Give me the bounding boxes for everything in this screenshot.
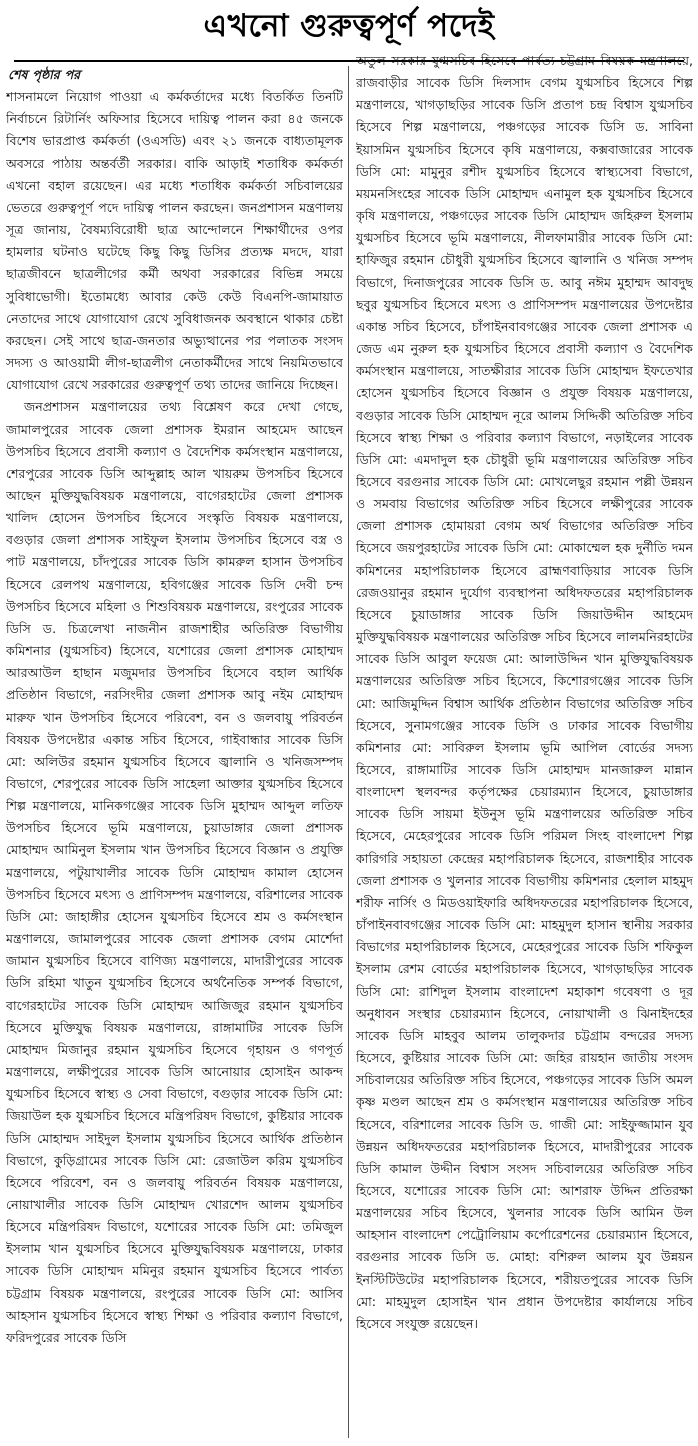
article-paragraph: অতুল সরকার যুগ্মসচিব হিসেবে পার্বত্য চট্টগ্রাম বিষয়ক মন্ত্রণালয়ে, রাজবাড়ীর সাবেক ডিসি দিলসাদ বেগম যুগ্মসচিব হিসেবে শিল্প মন্ত্রণালয়ে, খাগড়াছড়ির সাবেক ডিসি প্রতাপ চন্দ্র বিশ্বাস যুগ্মসচিব হিসেবে শিল্প মন্ত্রণালয়ে, পঞ্চগড়ের সাবেক ডিসি ড. সাবিনা ইয়াসমিন যুগ্মসচিব হিসেবে কৃষি মন্ত্রণালয়ে, কক্সবাজারের সাবেক ডিসি মো: মামুনুর রশীদ যুগ্মসচিব হিসেবে স্বাস্থ্যসেবা বিভাগে, ময়মনসিংহের সাবেক ডিসি মোহাম্মদ এনামুল হক যুগ্মসচিব হিসেবে কৃষি মন্ত্রণালয়ে, পঞ্চগড়ের সাবেক ডিসি মোহাম্মদ জহিরুল ইসলাম যুগ্মসচিব হিসেবে ভূমি মন্ত্রণালয়ে, নীলফামারীর সাবেক ডিসি মো: হাফিজুর রহমান চৌধুরী যুগ্মসচিব হিসেবে জ্বালানি ও খনিজ সম্পদ বিভাগে, দিনাজপুরের সাবেক ডিসি ড. আবু নঈম মুহাম্মদ আবদুছ ছবুর যুগ্মসচিব হিসেবে মৎস্য ও প্রাণিসম্পদ মন্ত্রণালয়ের উপদেষ্টার একান্ত সচিব হিসেবে, চাঁপাইনবাবগঞ্জের সাবেক জেলা প্রশাসক এ জেড এম নুরুল হক যুগ্মসচিব হিসেবে প্রবাসী কল্যাণ ও বৈদেশিক কর্মসংস্থান মন্ত্রণালয়ে, সাতক্ষীরার সাবেক ডিসি মোহাম্মদ ইফতেখার হোসেন যুগ্মসচিব হিসেবে বিজ্ঞান ও প্রযুক্ত বিষয়ক মন্ত্রণালয়ে, বগুড়ার সাবেক ডিসি মোহাম্মদ নূরে আলম সিদ্দিকী অতিরিক্ত সচিব হিসেবে স্বাস্থ্য শিক্ষা ও পরিবার কল্যাণ বিভাগে, নড়াইলের সাবেক ডিসি মো: এমদাদুল হক চৌধুরী ভূমি মন্ত্রণালয়ের অতিরিক্ত সচিব হিসেবে বরগুনার সাবেক ডিসি মো: মোখলেছুর রহমান পল্লী উন্নয়ন ও সমবায় বিভাগের অতিরিক্ত সচিব হিসেবে লক্ষীপুরের সাবেক জেলা প্রশাসক হোমায়রা বেগম অর্থ বিভাগের অতিরিক্ত সচিব হিসেবে জয়পুরহাটের সাবেক ডিসি মো: মোকাম্মেল হক দুর্নীতি দমন কমিশনের মহাপরিচালক হিসেবে ব্রাহ্মণবাড়িয়ার সাবেক ডিসি রেজওয়ানুর রহমান দুর্যোগ ব্যবস্থাপনা অধিদফতরের মহাপরিচালক হিসেবে চুয়াডাঙ্গার সাবেক ডিসি জিয়াউদ্দীন আহমেদ মুক্তিযুদ্ধবিষয়ক মন্ত্রণালয়ের অতিরিক্ত সচিব হিসেবে লালমনিরহাটের সাবেক ডিসি আবুল ফয়েজ মো: আলাউদ্দিন খান মুক্তিযুদ্ধবিষয়ক মন্ত্রণালয়ের অতিরিক্ত সচিব হিসেবে, কিশোরগঞ্জের সাবেক ডিসি মো: আজিমুদ্দিন বিশ্বাস আর্থিক প্রতিষ্ঠান বিভাগের অতিরিক্ত সচিব হিসেবে, সুনামগঞ্জের সাবেক ডিসি ও ঢাকার সাবেক বিভাগীয় কমিশনার মো: সাবিরুল ইসলাম ভূমি আপিল বোর্ডের সদস্য হিসেবে, রাঙ্গামাটির সাবেক ডিসি মোহাম্মদ মানজারুল মান্নান বাংলাদেশ স্থলবন্দর কর্তৃপক্ষের চেয়ারম্যান হিসেবে, চুয়াডাঙ্গার সাবেক ডিসি সায়মা ইউনুস ভূমি মন্ত্রণালয়ের অতিরিক্ত সচিব হিসেবে, মেহেরপুরের সাবেক ডিসি পরিমল সিংহ বাংলাদেশ শিল্প কারিগরি সহায়তা কেন্দ্রের মহাপরিচালক হিসেবে, রাজশাহীর সাবেক জেলা প্রশাসক ও খুলনার সাবেক বিভাগীয় কমিশনার হেলাল মাহমুদ শরীফ নার্সিং ও মিডওয়াইফারি অধিদফতরের মহাপরিচালক হিসেবে, চাঁপাইনবাবগঞ্জের সাবেক ডিসি মো: মাহমুদুল হাসান স্থানীয় সরকার বিভাগের মহাপরিচালক হিসেবে, মেহেরপুরের সাবেক ডিসি শফিকুল ইসলাম রেশম বোর্ডের মহাপরিচালক হিসেবে, খাগড়াছড়ির সাবেক ডিসি মো: রাশিদুল ইসলাম বাংলাদেশ মহাকাশ গবেষণা ও দূর অনুধাবন সংস্থার চেয়ারম্যান হিসেবে, নোয়াখালী ও ঝিনাইদহের সাবেক ডিসি মাহবুব আলম তালুকদার চট্টগ্রাম বন্দরের সদস্য হিসেবে, কুষ্টিয়ার সাবেক ডিসি মো: জহির রায়হান জাতীয় সংসদ সচিবালয়ের অতিরিক্ত সচিব হিসেবে, পঞ্চগড়ের সাবেক ডিসি অমল কৃষ্ণ মণ্ডল আছেন শ্রম ও কর্মসংস্থান মন্ত্রণালয়ের অতিরিক্ত সচিব হিসেবে, বরিশালের সাবেক ডিসি ড. গাজী মো: সাইফুজ্জামান যুব উন্নয়ন অধিদফতরের মহাপরিচালক হিসেবে, মাদারীপুরের সাবেক ডিসি কামাল উদ্দীন বিশ্বাস সংসদ সচিবালয়ের অতিরিক্ত সচিব হিসেবে, যশোরের সাবেক ডিসি মো: আশরাফ উদ্দিন প্রতিরক্ষা মন্ত্রণালয়ের সচিব হিসেবে, খুলনার সাবেক ডিসি আমিন উল আহসান বাংলাদেশ পেট্রোলিয়াম কর্পোরেশনের চেয়ারম্যান হিসেবে, বরগুনার সাবেক ডিসি ড. মোহা: বশিরুল আলম যুব উন্নয়ন ইনস্টিটিউটের মহাপরিচালক হিসেবে, শরীয়তপুরের সাবেক ডিসি মো: মাহমুদুল হোসাইন খান প্রধান উপদেষ্টার কার্যালয়ে সচিব হিসেবে সংযুক্ত রয়েছেন। <box>356 53 693 1331</box>
column-divider <box>348 66 349 1438</box>
article-column-left <box>6 64 343 1440</box>
headline: এখনো গুরুত্বপূর্ণ পদেই <box>203 8 495 44</box>
article-paragraph: শাসনামলে নিয়োগ পাওয়া এ কর্মকর্তাদের মধ্যে বিতর্কিত তিনটি নির্বাচনে রিটার্নিং অফিসার হিসেবে দায়িত্ব পালন করা ৪৫ জনকে বিশেষ ভারপ্রাপ্ত কর্মকর্তা (ওএসডি) এবং ২১ জনকে বাধ্যতামূলক অবসরে পাঠায় অন্তর্বর্তী সরকার। বাকি আড়াই শতাধিক কর্মকর্তা এখনো বহাল রয়েছেন। এর মধ্যে শতাধিক কর্মকর্তা সচিবালয়ের ভেতরে গুরুত্বপূর্ণ পদে দায়িত্ব পালন করছেন। জনপ্রশাসন মন্ত্রণালয় সূত্র জানায়, বৈষম্যবিরোধী ছাত্র আন্দোলনে শিক্ষার্থীদের ওপর হামলার ঘটনাও ঘটেছে কিছু কিছু ডিসির প্রত্যক্ষ মদদে, যারা ছাত্রজীবনে ছাত্রলীগের কর্মী অথবা সরকারের বিভিন্ন সময়ে সুবিধাভোগী। ইতোমধ্যে আবার কেউ কেউ বিএনপি-জামায়াত নেতাদের সাথে যোগাযোগ রেখে সুবিধাজনক অবস্থানে থাকার চেষ্টা করছেন। সেই সাথে ছাত্র-জনতার অভ্যুত্থানের পর পলাতক সংসদ সদস্য ও আওয়ামী লীগ-ছাত্রলীগ নেতাকর্মীদের সাথে নিয়মিতভাবে যোগাযোগ রেখে সরকারের গুরুত্বপূর্ণ তথ্য তাদের জানিয়ে দিচ্ছেন। <box>6 89 343 393</box>
article-paragraph: জনপ্রশাসন মন্ত্রণালয়ের তথ্য বিশ্লেষণ করে দেখা গেছে, জামালপুরের সাবেক জেলা প্রশাসক ইমরান আহমেদ আছেন উপসচিব হিসেবে প্রবাসী কল্যাণ ও বৈদেশিক কর্মসংস্থান মন্ত্রণালয়ে, শেরপুরের সাবেক ডিসি আব্দুল্লাহ আল খায়রুম উপসচিব হিসেবে আছেন মুক্তিযুদ্ধবিষয়ক মন্ত্রণালয়ে, বাগেরহাটের জেলা প্রশাসক খালিদ হোসেন উপসচিব হিসেবে সংস্কৃতি বিষয়ক মন্ত্রণালয়ে, বগুড়ার জেলা প্রশাসক সাইফুল ইসলাম উপসচিব হিসেবে বস্ত্র ও পাট মন্ত্রণালয়ে, চাঁদপুরের সাবেক ডিসি কামরুল হাসান উপসচিব হিসেবে রেলপথ মন্ত্রণালয়ে, হবিগঞ্জের সাবেক ডিসি দেবী চন্দ উপসচিব হিসেবে মহিলা ও শিশুবিষয়ক মন্ত্রণালয়ে, রংপুরের সাবেক ডিসি ড. চিত্রলেখা নাজনীন রাজশাহীর অতিরিক্ত বিভাগীয় কমিশনার (যুগ্মসচিব) হিসেবে, যশোরের জেলা প্রশাসক মোহাম্মদ আরআউল হাছান মজুমদার উপসচিব হিসেবে বহাল আর্থিক প্রতিষ্ঠান বিভাগে, নরসিংদীর জেলা প্রশাসক আবু নইম মোহাম্মদ মারুফ খান উপসচিব হিসেবে পরিবেশ, বন ও জলবায়ু পরিবর্তন বিষয়ক উপদেষ্টার একান্ত সচিব হিসেবে, গাইবান্ধার সাবেক ডিসি মো: অলিউর রহমান যুগ্মসচিব হিসেবে জ্বালানি ও খনিজসম্পদ বিভাগে, শেরপুরের সাবেক ডিসি সাহেলা আক্তার যুগ্মসচিব হিসেবে শিল্প মন্ত্রণালয়ে, মানিকগঞ্জের সাবেক ডিসি মুহাম্মদ আব্দুল লতিফ উপসচিব হিসেবে ভূমি মন্ত্রণালয়ে, চুয়াডাঙ্গার জেলা প্রশাসক মোহাম্মদ আমিনুল ইসলাম খান উপসচিব হিসেবে বিজ্ঞান ও প্রযুক্তি মন্ত্রণালয়ে, পটুয়াখালীর সাবেক ডিসি মোহাম্মদ কামাল হোসেন উপসচিব হিসেবে মৎস্য ও প্রাণিসম্পদ মন্ত্রণালয়ে, বরিশালের সাবেক ডিসি মো: জাহাঙ্গীর হোসেন যুগ্মসচিব হিসেবে শ্রম ও কর্মসংস্থান মন্ত্রণালয়ে, জামালপুরের সাবেক জেলা প্রশাসক বেগম মোর্শেদা জামান যুগ্মসচিব হিসেবে বাণিজ্য মন্ত্রণালয়ে, মাদারীপুরের সাবেক ডিসি রহিমা খাতুন যুগ্মসচিব হিসেবে অর্থনৈতিক সম্পর্ক বিভাগে, বাগেরহাটের সাবেক ডিসি মোহাম্মদ আজিজুর রহমান যুগ্মসচিব হিসেবে মুক্তিযুদ্ধ বিষয়ক মন্ত্রণালয়ে, রাঙ্গামাটির সাবেক ডিসি মোহাম্মদ মিজানুর রহমান যুগ্মসচিব হিসেবে গৃহায়ন ও গণপূর্ত মন্ত্রণালয়ে, লক্ষীপুরের সাবেক ডিসি আনোয়ার হোসাইন আকন্দ যুগ্মসচিব হিসেবে স্বাস্থ্য ও সেবা বিভাগে, বগুড়ার সাবেক ডিসি মো: জিয়াউল হক যুগ্মসচিব হিসেবে মন্ত্রিপরিষদ বিভাগে, কুষ্টিয়ার সাবেক ডিসি মোহাম্মদ সাইদুল ইসলাম যুগ্মসচিব হিসেবে আর্থিক প্রতিষ্ঠান বিভাগে, কুড়িগ্রামের সাবেক ডিসি মো: রেজাউল করিম যুগ্মসচিব হিসেবে পরিবেশ, বন ও জলবায়ু পরিবর্তন বিষয়ক মন্ত্রণালয়ে, নোয়াখালীর সাবেক ডিসি মোহাম্মদ খোরশেদ আলম যুগ্মসচিব হিসেবে মন্ত্রিপরিষদ বিভাগে, যশোরের সাবেক ডিসি মো: তমিজুল ইসলাম খান যুগ্মসচিব হিসেবে মুক্তিযুদ্ধবিষয়ক মন্ত্রণালয়ে, ঢাকার সাবেক ডিসি মোহাম্মদ মমিনুর রহমান যুগ্মসচিব হিসেবে পার্বত্য চট্টগ্রাম বিষয়ক মন্ত্রণালয়ে, রংপুরের সাবেক ডিসি মো: আসিব আহসান যুগ্মসচিব হিসেবে স্বাস্থ্য শিক্ষা ও পরিবার কল্যাণ বিভাগে, ফরিদপুরের সাবেক ডিসি <box>6 399 343 1345</box>
article-column-right <box>356 50 693 1440</box>
continued-from-kicker: শেষ পৃষ্ঠার পর <box>8 67 81 82</box>
